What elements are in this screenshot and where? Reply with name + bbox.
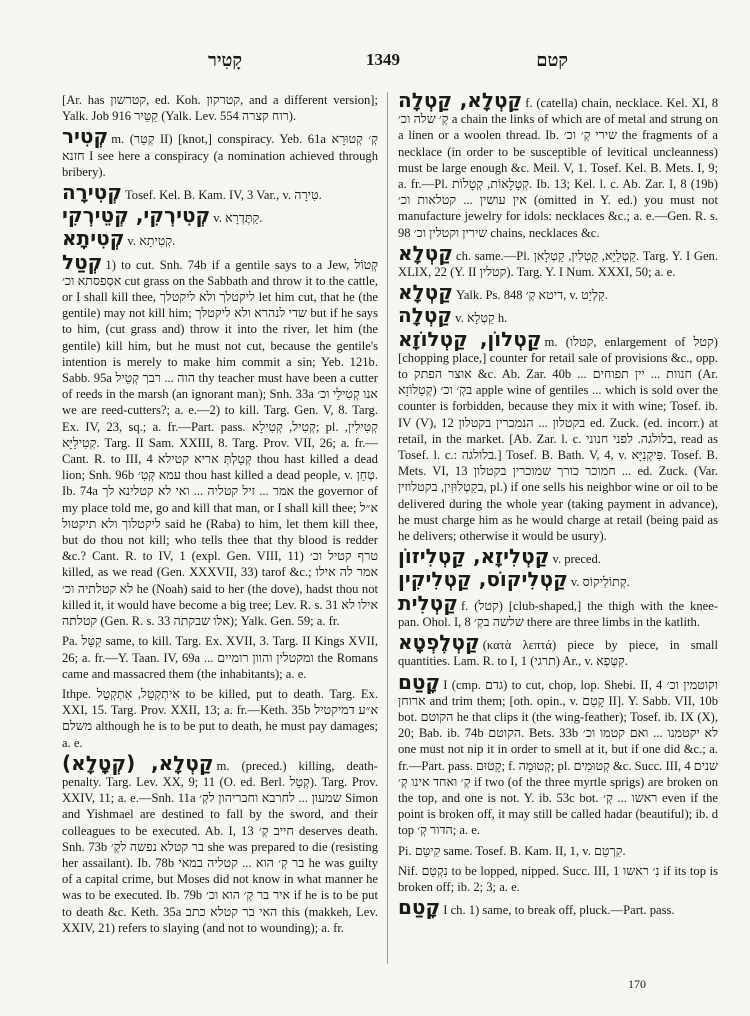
entry-definition: ch. same.—Pl. קַטְלַיָּא, קַטְלִין, קַטְלָאן. Targ. Y. I Gen. XLIX, 22 (Y. II קטלין). Targ. Y. I Num. XXXI, 50; a. e. <box>398 248 718 280</box>
dictionary-entry <box>62 124 378 180</box>
entry-headword: קַטְלִיזָא, קַטְלִיזוֹן <box>398 544 550 569</box>
dictionary-entry <box>62 92 378 124</box>
page-number: 1349 <box>366 50 400 69</box>
column-divider <box>387 92 388 964</box>
entry-definition: f. (קטל) [club-shaped,] the thigh with the knee-pan. Ohol. I, 8 שלשה בקְ׳ there are three limbs in the katlith. <box>398 598 718 629</box>
entry-headword: קַטְלָא, (קְטָלָא) <box>62 750 214 775</box>
entry-headword: קְטַל <box>62 249 103 274</box>
right-column <box>398 92 718 976</box>
dictionary-entry <box>398 895 718 920</box>
dictionary-entry <box>62 633 378 682</box>
dictionary-entry <box>398 843 718 859</box>
entry-definition: Tosef. Kel. B. Kam. IV, 3 Var., v. טִירָה. <box>124 188 322 203</box>
entry-headword: קַטְלִיקוֹס, קַטְלִיקִין <box>398 567 568 592</box>
entry-definition: m. (preced.) killing, death-penalty. Targ. Lev. XX, 9; 11 (O. ed. Berl. קְטָל). Targ. Prov. XXIV, 11; a. e.—Snh. 11a שמעון ... לחרבא וחבריהון לקְ׳ Simon and Yishmael are destined to fall by the sword, and their colleagues to be executed. Ab. I, 13 חייב קְ׳ deserves death. Snh. 73b בר קטלא נפשה לקְ׳ she was prepared to die (resisting her assailant). Ib. 78b בר קְ׳ הוא ... קטליה במאי he was guilty of a capital crime, but Moses did not know in what manner he was to be executed. Ib. 79b איר בר קְ׳ הוא וכ׳ if he is to be put to death &c. Keth. 35a האי בר קטלא כתב this (makkeh, Lev. XXIV, 21) refers to slaying (and not to wounding); a. fr. <box>62 758 378 935</box>
dictionary-entry <box>398 303 718 328</box>
entry-definition: Pa. קַטֵּל same, to kill. Targ. Ex. XVII, 3. Targ. II Kings XVII, 26; a. fr.—Y. Taan. IV, 69a ... ומקטלין והוון רומיים the Romans came and massacred them (the inhabitants); a. e. <box>62 634 378 681</box>
entry-headword: קַטְלָא, קַטְלָה <box>398 92 523 112</box>
signature-mark: 170 <box>628 977 646 991</box>
header-left-word: קָטִיר <box>208 50 243 71</box>
entry-headword: קַטְלֶפְטָא <box>398 630 480 655</box>
dictionary-entry <box>62 750 378 936</box>
dictionary-entry <box>398 863 718 895</box>
entry-headword: קְטִירָה <box>62 180 122 205</box>
left-column <box>62 92 378 976</box>
entry-definition: v. קְתוֹלִיקוֹס. <box>570 575 630 590</box>
dictionary-entry <box>398 326 718 545</box>
entry-headword: קַטְלָא <box>398 240 453 265</box>
entry-definition: m. (קטלו, enlargement of קטל) [chopping place,] counter for retail sale of provisions &c., opp. to אוצר הפתק &c. Ab. Zar. 40b ... חנוות ... יין תפוחים (Ar. קְטַלוֹזָא) בקְ׳ וכ׳ apple wine of gentiles ... which is sold over the counter is forbidden, because they mix it with wine; Tosef. ib. IV (V), 12 בקטלון ... הנמכרין בקטלון ed. Zuck. (ed. incorr.) at retail, in the market. [Ab. Zar. l. c. בלולגה. לפני חנוני, read as Tosef. l. c.: בלולגה.] Tosef. B. Bath. V, 4, v. פִּיקְנִיָּא. Tosef. B. Mets. VI, 13 חמוכר כורך שמוכרין בקטלון ... ed. Zuck. (Var. בקַטְלוּזִין, בקטלוזין, pl.) if one sells his neighbor wine or oil to be delivered during the whole year (taking payment in advance), he must charge him as he would charge at retail (being paid as he delivers; otherwise it would be usury). <box>398 334 718 544</box>
header-right-word: קטם <box>536 50 568 71</box>
dictionary-entry <box>398 590 718 630</box>
entry-definition: [Ar. has קטרשון, ed. Koh. קטרקון, and a different version]; Yalk. Job 916 קַטֵּיר (Yalk. Lev. 554 רוח קצרה). <box>62 93 378 124</box>
dictionary-entry <box>398 567 718 592</box>
entry-definition: Nif. נִקְטַם to be lopped, nipped. Succ. III, 1 נִ׳ ראשו if its top is broken off; ib. 2; 3; a. e. <box>398 863 718 894</box>
entry-headword: קַטְלוֹן, קַטְלוֹזָא <box>398 326 542 351</box>
entry-definition: v. קְטִיתָא. <box>127 234 176 249</box>
entry-headword: קָטַם <box>398 895 441 920</box>
entry-definition: v. קַטְלָא h. <box>455 311 508 326</box>
dictionary-entry <box>62 686 378 751</box>
entry-headword: קְטִיר <box>62 124 109 149</box>
entry-headword: קַטְלִית <box>398 590 458 615</box>
entry-headword: קַטְלָה <box>398 303 453 328</box>
entry-definition: Ithpe. אִיתְקְטֵל, אִתְקְטֵל to be killed, put to death. Targ. Ex. XXI, 15. Targ. Prov. XXII, 13; a. fr.—Keth. 35b א״ע דמיקטיל משלם although he is to be put to death, he must pay damages; a. e. <box>62 686 378 750</box>
dictionary-entry <box>62 180 378 205</box>
entry-definition: (κατὰ λεπτά) piece by piece, in small quantities. Lam. R. to I, 1 (תרגי) Ar., v. קִטְּפְא. <box>398 638 718 669</box>
entry-headword: קְטִיתָא <box>62 226 125 251</box>
entry-definition: v. קַתֶּדְרָא. <box>213 211 263 226</box>
page-header <box>88 50 678 78</box>
entry-definition: 1) to cut. Snh. 74b if a gentile says to a Jew, קְטוֹל אסְפסתא וכ׳ cut grass on the Sabbath and throw it to the cattle, or I shall kill thee, ליקטלך ולא ליקטלך let him cut, that he (the gentile) may not kill him; שדי לנהרא ולא ליקטלך but if he says to him, (cut grass and) throw it into the river, let him (the gentile) kill him, but he must not cut, because the gentile's intention is merely to make him commit a sin; Yeb. 121b. Sabb. 95a הוה ... רבך קְטֵיל thy teacher must have been a cutter of reeds in the marsh (an ignorant man); Snh. 33a אנו קְטִילֵי וכ׳ we are reed-cutters?; a. e.—2) to kill. Targ. Gen. V, 8. Targ. Ex. IV, 23, sq.; a. fr.—Part. pass. קְטִיל, קְטִילָא; pl. קְטִילִין, קְטִילַיָּא. Targ. II Sam. XXIII, 8. Targ. Prov. VII, 26; a. fr.—Cant. R. to III, 4 קְטַלְתְּ אריא קטילא thou hast killed a dead lion; Snh. 96b עמא קְטִ׳ thou hast killed a dead people, v. טְחַן. Ib. 74a אמר ... זיל קטליה ... ואי לא קטלינא לך the governor of my place told me, go and kill that man, or I shall kill thee; א״ל ליקטלוך ולא תיקטול said he (Raba) to him, let them kill thee, but do thou not kill; who tells thee that thy blood is redder &c.? Cant. R. to IV, 1 (expl. Gen. VIII, 11) טרף קטיל וכ׳ killed, as we read (Gen. XXXVII, 33) tarof &c.; אמר לה אילו לא קטלתיה וכ׳ he (Noah) said to her (the dove), hadst thou not killed it, it would have become a big tree; Lev. R. s. 31 אילו לא קטלתה (Gen. R. s. 33 אלו שבקתה); Yalk. Gen. 59; a. fr. <box>62 257 378 629</box>
entry-definition: v. preced. <box>552 552 601 567</box>
entry-definition: m. (קְטַר II) [knot,] conspiracy. Yeb. 61a קְ׳ קְטוּרָא חזנא I see here a conspiracy (a nomination achieved through bribery). <box>62 132 378 179</box>
dictionary-entry <box>62 226 378 251</box>
entry-definition: Yalk. Ps. 848 דיטא קְ׳, v. קַלְיָט. <box>455 288 608 303</box>
entry-headword: קְטִירְקִי, קְטֵירְקִי <box>62 203 211 228</box>
entry-definition: Pi. קִיטֵּם same. Tosef. B. Kam. II, 1, v. קִרְטֵם. <box>398 843 626 858</box>
dictionary-entry <box>398 280 718 305</box>
entry-headword: קָטַם <box>398 669 441 694</box>
dictionary-entry <box>398 240 718 280</box>
entry-definition: I ch. 1) same, to break off, pluck.—Part. pass. <box>443 903 675 918</box>
entry-definition: f. (catella) chain, necklace. Kel. XI, 8 קְ׳ שלה וכ׳ a chain the links of which are of metal and strung on a linen or a woolen thread. Ib. שירי קְ׳ וכ׳ the fragments of a necklace (in order to be susceptible of levitical uncleanness) must be large enough &c. Meil. V, 1. Tosef. Kel. B. Mets. I, 9; a. fr.—Pl. קְטָלָאוֹת, קְטָלוֹת. Ib. 13; Kel. l. c. Ab. Zar. I, 8 (19b) אין עושין ... קטלאות וכ׳ (omitted in Y. ed.) you must not manufacture jewelry for idols: necklaces &c.; a. e.—Gen. R. s. 98 שירין וקטלין וכ׳ chains, necklaces &c. <box>398 96 718 240</box>
dictionary-entry <box>62 203 378 228</box>
dictionary-entry <box>398 630 718 669</box>
entry-definition: I (cmp. גדם) to cut, chop, lop. Shebi. II, 4 וקוטמין וכ׳ ארוחן and trim them; [oth. opin., v. קָטַם II]. Y. Sabb. VII, 10b bot. הקוטם he that clips it (the wing-feather); Tosef. ib. IX (X), 20; Bab. ib. 74b הקוטם. Bets. 33b לא יקטמנו ... ואם קטמו וכ׳ one must not nip it in order to smell at it, but if one did &c.; a. fr.—Part. pass. קָטוּם; f. קְטוּמָה; pl. קְטוּמִים &c. Succ. III, 4 שנים קְ׳ ואחד אינו קְ׳ if two (of the three myrtle sprigs) are broken on the top, and one is not. Y. ib. 53c bot. ראשו ... קְ׳ even if the point is broken off, it may still be called hadar (beautiful); ib. d top הדור קְ׳; a. e. <box>398 677 718 838</box>
dictionary-entry <box>398 544 718 569</box>
dictionary-entry <box>398 92 718 241</box>
dictionary-entry <box>398 669 718 839</box>
entry-headword: קַטְלָא <box>398 280 453 305</box>
dictionary-entry <box>62 249 378 630</box>
